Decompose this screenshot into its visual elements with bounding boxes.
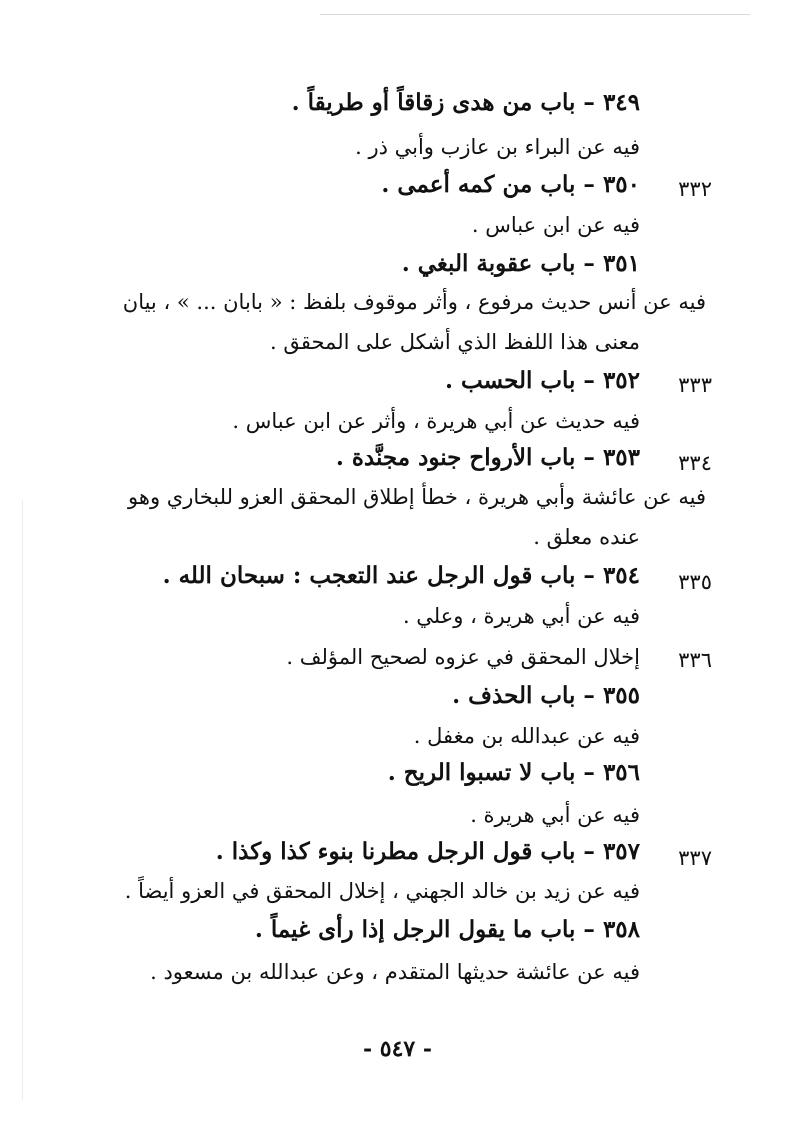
chapter-heading-349: ٣٤٩ – باب من هدى زقاقاً أو طريقاً . — [291, 89, 640, 116]
chapter-heading-354: ٣٥٤ – باب قول الرجل عند التعجب : سبحان الله . — [162, 562, 640, 589]
chapter-heading-353: ٣٥٣ – باب الأرواح جنود مجنَّدة . — [335, 444, 640, 471]
chapter-body-351-cont: معنى هذا اللفظ الذي أشكل على المحقق . — [270, 330, 640, 354]
chapter-body-356: فيه عن أبي هريرة . — [470, 803, 640, 827]
chapter-body-349: فيه عن البراء بن عازب وأبي ذر . — [355, 135, 640, 159]
chapter-heading-352: ٣٥٢ – باب الحسب . — [444, 367, 640, 394]
chapter-body-351: فيه عن أنس حديث مرفوع ، وأثر موقوف بلفظ : « بابان ... » ، بيان — [122, 290, 706, 314]
chapter-heading-358: ٣٥٨ – باب ما يقول الرجل إذا رأى غيماً . — [254, 916, 640, 943]
margin-note-number: ٣٣٣ — [678, 373, 712, 397]
margin-note-number: ٣٣٧ — [678, 846, 712, 870]
chapter-heading-356: ٣٥٦ – باب لا تسبوا الريح . — [387, 759, 640, 786]
margin-note-number: ٣٣٢ — [678, 177, 712, 201]
chapter-heading-357: ٣٥٧ – باب قول الرجل مطرنا بنوء كذا وكذا . — [215, 838, 640, 865]
margin-note-number: ٣٣٥ — [678, 570, 712, 594]
chapter-body-353: فيه عن عائشة وأبي هريرة ، خطأ إطلاق المحقق العزو للبخاري وهو — [128, 485, 706, 509]
page-number: - ٥٤٧ - — [362, 1036, 433, 1062]
chapter-body-354: فيه عن أبي هريرة ، وعلي . — [402, 604, 640, 628]
chapter-heading-351: ٣٥١ – باب عقوبة البغي . — [401, 250, 640, 277]
chapter-body-358: فيه عن عائشة حديثها المتقدم ، وعن عبدالله بن مسعود . — [150, 960, 640, 984]
margin-note-number: ٣٣٦ — [678, 648, 712, 672]
page-left-edge — [22, 500, 23, 1100]
chapter-body-357: فيه عن زيد بن خالد الجهني ، إخلال المحقق في العزو أيضاً . — [124, 879, 640, 903]
chapter-heading-350: ٣٥٠ – باب من كمه أعمى . — [381, 171, 640, 198]
page-top-edge — [320, 14, 750, 15]
margin-note-text: إخلال المحقق في عزوه لصحيح المؤلف . — [286, 645, 640, 669]
chapter-body-355: فيه عن عبدالله بن مغفل . — [413, 724, 640, 748]
chapter-body-352: فيه حديث عن أبي هريرة ، وأثر عن ابن عباس . — [232, 409, 640, 433]
margin-note-number: ٣٣٤ — [678, 451, 712, 475]
chapter-body-350: فيه عن ابن عباس . — [471, 213, 640, 237]
chapter-body-353-cont: عنده معلق . — [533, 525, 640, 549]
chapter-heading-355: ٣٥٥ – باب الحذف . — [452, 682, 640, 709]
